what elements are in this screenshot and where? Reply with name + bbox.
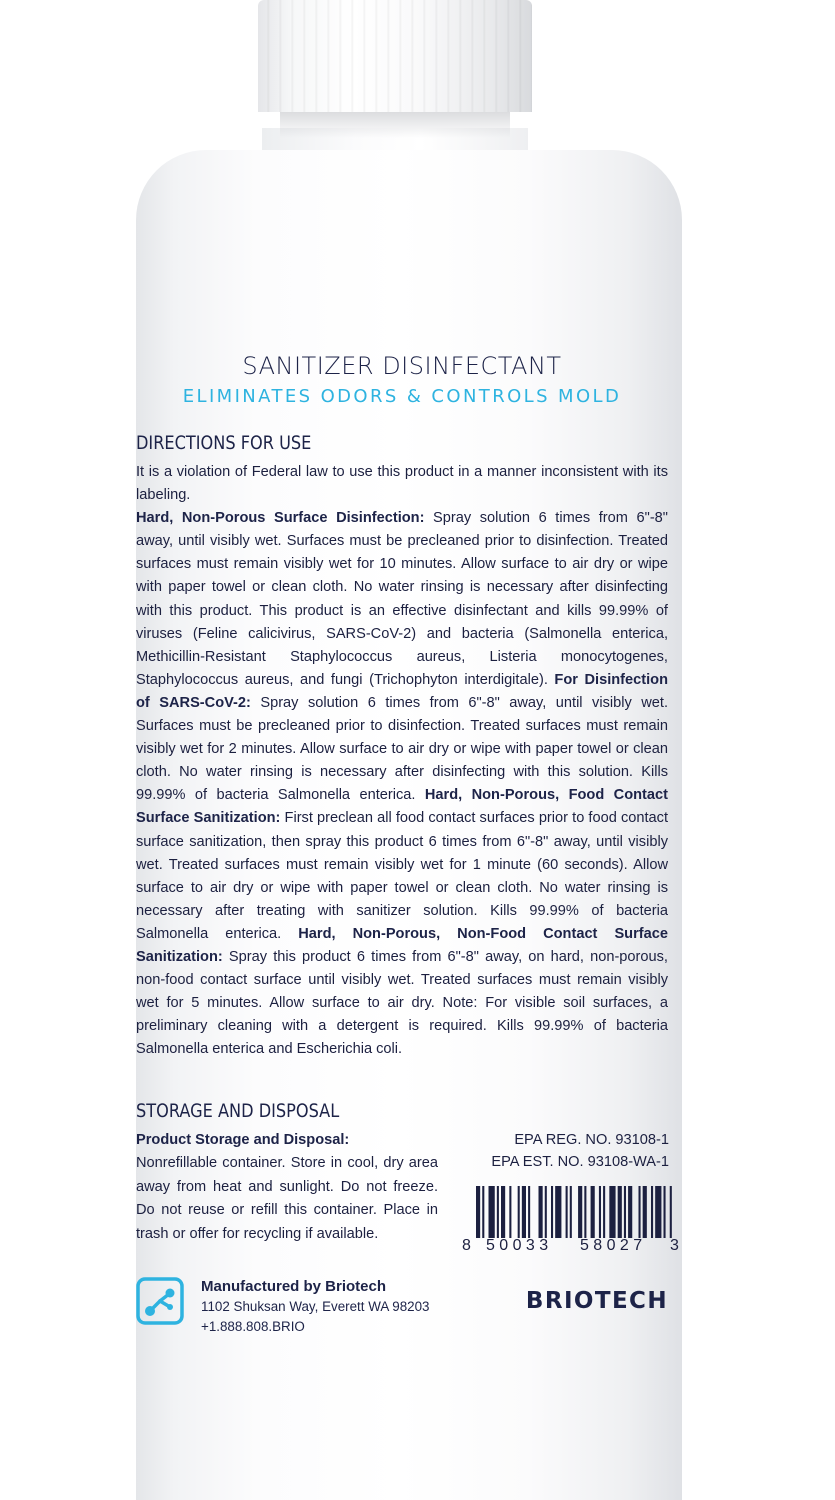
bottle-cap [258,0,532,112]
food-contact-heading: Hard, Non-Porous, Food Contact Surface Sanitization: [136,787,668,827]
barcode-bar-1 [482,1186,484,1238]
barcode-bar-27 [655,1186,661,1238]
barcode-bar-4 [501,1186,505,1238]
storage-body: Nonrefillable container. Store in cool, dry area away from heat and sunlight. Do not freeze. Do not reuse or refill this container. Place in trash or offer for recycling if available. [136,1155,438,1242]
barcode-bar-5 [509,1186,511,1238]
manufacturer-name: Manufactured by Briotech [201,1278,387,1295]
barcode-first-digit: 8 [462,1237,471,1254]
non-food-contact-text: Spray this product 6 times from 6"-8" away, on hard, non-porous, non-food contact surface until visibly wet. Treated surfaces must remain visibly wet for 5 minutes. Allow surface to air dry. Note: For visible soil surfaces, a preliminary cleaning with a detergent is required. Kills 99.99% of bacteria Salmonella enterica and Escherichia coli. [136,948,668,1058]
epa-reg-number: EPA REG. NO. 93108-1 [514,1132,669,1148]
barcode-bar-24 [639,1186,641,1238]
storage-heading: STORAGE AND DISPOSAL [136,1100,340,1122]
barcode-bar-19 [603,1186,605,1238]
non-food-contact-heading: Hard, Non-Porous, Non-Food Contact Surface Sanitization: [136,925,668,965]
barcode-bar-21 [618,1186,622,1238]
barcode-right-group: 58027 [580,1237,647,1254]
sars-heading: For Disinfection of SARS-CoV-2: [136,671,668,711]
barcode-bar-14 [570,1186,572,1238]
barcode-bar-17 [591,1186,595,1238]
cap-ridges [258,0,532,112]
barcode-check-digit: 3 [670,1237,679,1254]
barcode-bar-16 [584,1186,586,1238]
storage-subheading: Product Storage and Disposal: [136,1132,350,1148]
hard-surface-text: Spray solution 6 times from 6"-8" away, until visibly wet. Surfaces must be precleaned prior to disinfection. Treated surfaces must remain visibly wet for 10 minutes. Allow surface to air dry or wipe with paper towel or clean cloth. No water rinsing is necessary after disinfecting with this product. This product is an effective disinfectant and kills 99.99% of viruses (Feline calicivirus, SARS-CoV-2) and bacteria (Salmonella enterica, Methicillin-Resistant Staphylococcus aureus, Listeria monocytogenes, Staphylococcus aureus, and fungi (Trichophyton interdigitale). [136,510,668,688]
barcode-bar-9 [539,1186,543,1238]
manufacturer-address: 1102 Shuksan Way, Everett WA 98203 [201,1299,430,1314]
barcode-bar-10 [545,1186,547,1238]
manufacturer-phone: +1.888.808.BRIO [201,1319,305,1334]
product-title: SANITIZER DISINFECTANT [242,352,562,380]
barcode-bar-22 [624,1186,626,1238]
barcode-bar-7 [522,1186,526,1238]
storage-text [136,1129,438,1246]
barcode-digits [462,1237,682,1259]
directions-heading: DIRECTIONS FOR USE [136,432,312,454]
barcode [476,1186,676,1238]
barcode-bar-6 [518,1186,520,1238]
directions-intro: It is a violation of Federal law to use this product in a manner inconsistent with its labeling. [136,464,668,504]
barcode-bar-26 [651,1186,653,1238]
barcode-bar-12 [555,1186,561,1238]
barcode-bar-25 [643,1186,647,1238]
epa-info [451,1129,669,1173]
cap-shadow [280,112,510,138]
directions-text [136,461,668,1061]
briotech-molecule-logo-icon [136,1277,184,1325]
barcode-bar-15 [578,1186,582,1238]
barcode-bar-18 [599,1186,601,1238]
brand-wordmark: BRIOTECH [525,1288,668,1314]
barcode-bar-13 [566,1186,568,1238]
barcode-bar-23 [628,1186,632,1238]
barcode-bar-11 [551,1186,553,1238]
food-contact-text: First preclean all food contact surfaces prior to food contact surface sanitization, then spray this product 6 times from 6"-8" away, until visibly wet. Treated surfaces must remain visibly wet for 1 minute (60 seconds). Allow surface to air dry or wipe with paper towel or clean cloth. No water rinsing is necessary after treating with sanitizer solution. Kills 99.99% of bacteria Salmonella enterica. [136,810,669,942]
hard-surface-heading: Hard, Non-Porous Surface Disinfection: [136,510,425,527]
barcode-left-group: 50033 [486,1237,553,1254]
barcode-bar-29 [670,1186,672,1238]
barcode-bar-8 [528,1186,530,1238]
product-subtitle: ELIMINATES ODORS & CONTROLS MOLD [182,386,622,407]
barcode-bar-28 [664,1186,666,1238]
barcode-bar-20 [609,1186,615,1238]
manufacturer-info [201,1277,430,1337]
barcode-bar-0 [476,1186,480,1238]
epa-est-number: EPA EST. NO. 93108-WA-1 [491,1154,669,1170]
barcode-bar-2 [489,1186,495,1238]
barcode-bar-3 [497,1186,499,1238]
sars-text: Spray solution 6 times from 6"-8" away, until visibly wet. Surfaces must be precleaned prior to disinfection. Treated surfaces must remain visibly wet for 2 minutes. Allow surface to air dry or wipe with paper towel or clean cloth. No water rinsing is necessary after disinfecting with this solution. Kills 99.99% of bacteria Salmonella enterica. [136,694,668,804]
